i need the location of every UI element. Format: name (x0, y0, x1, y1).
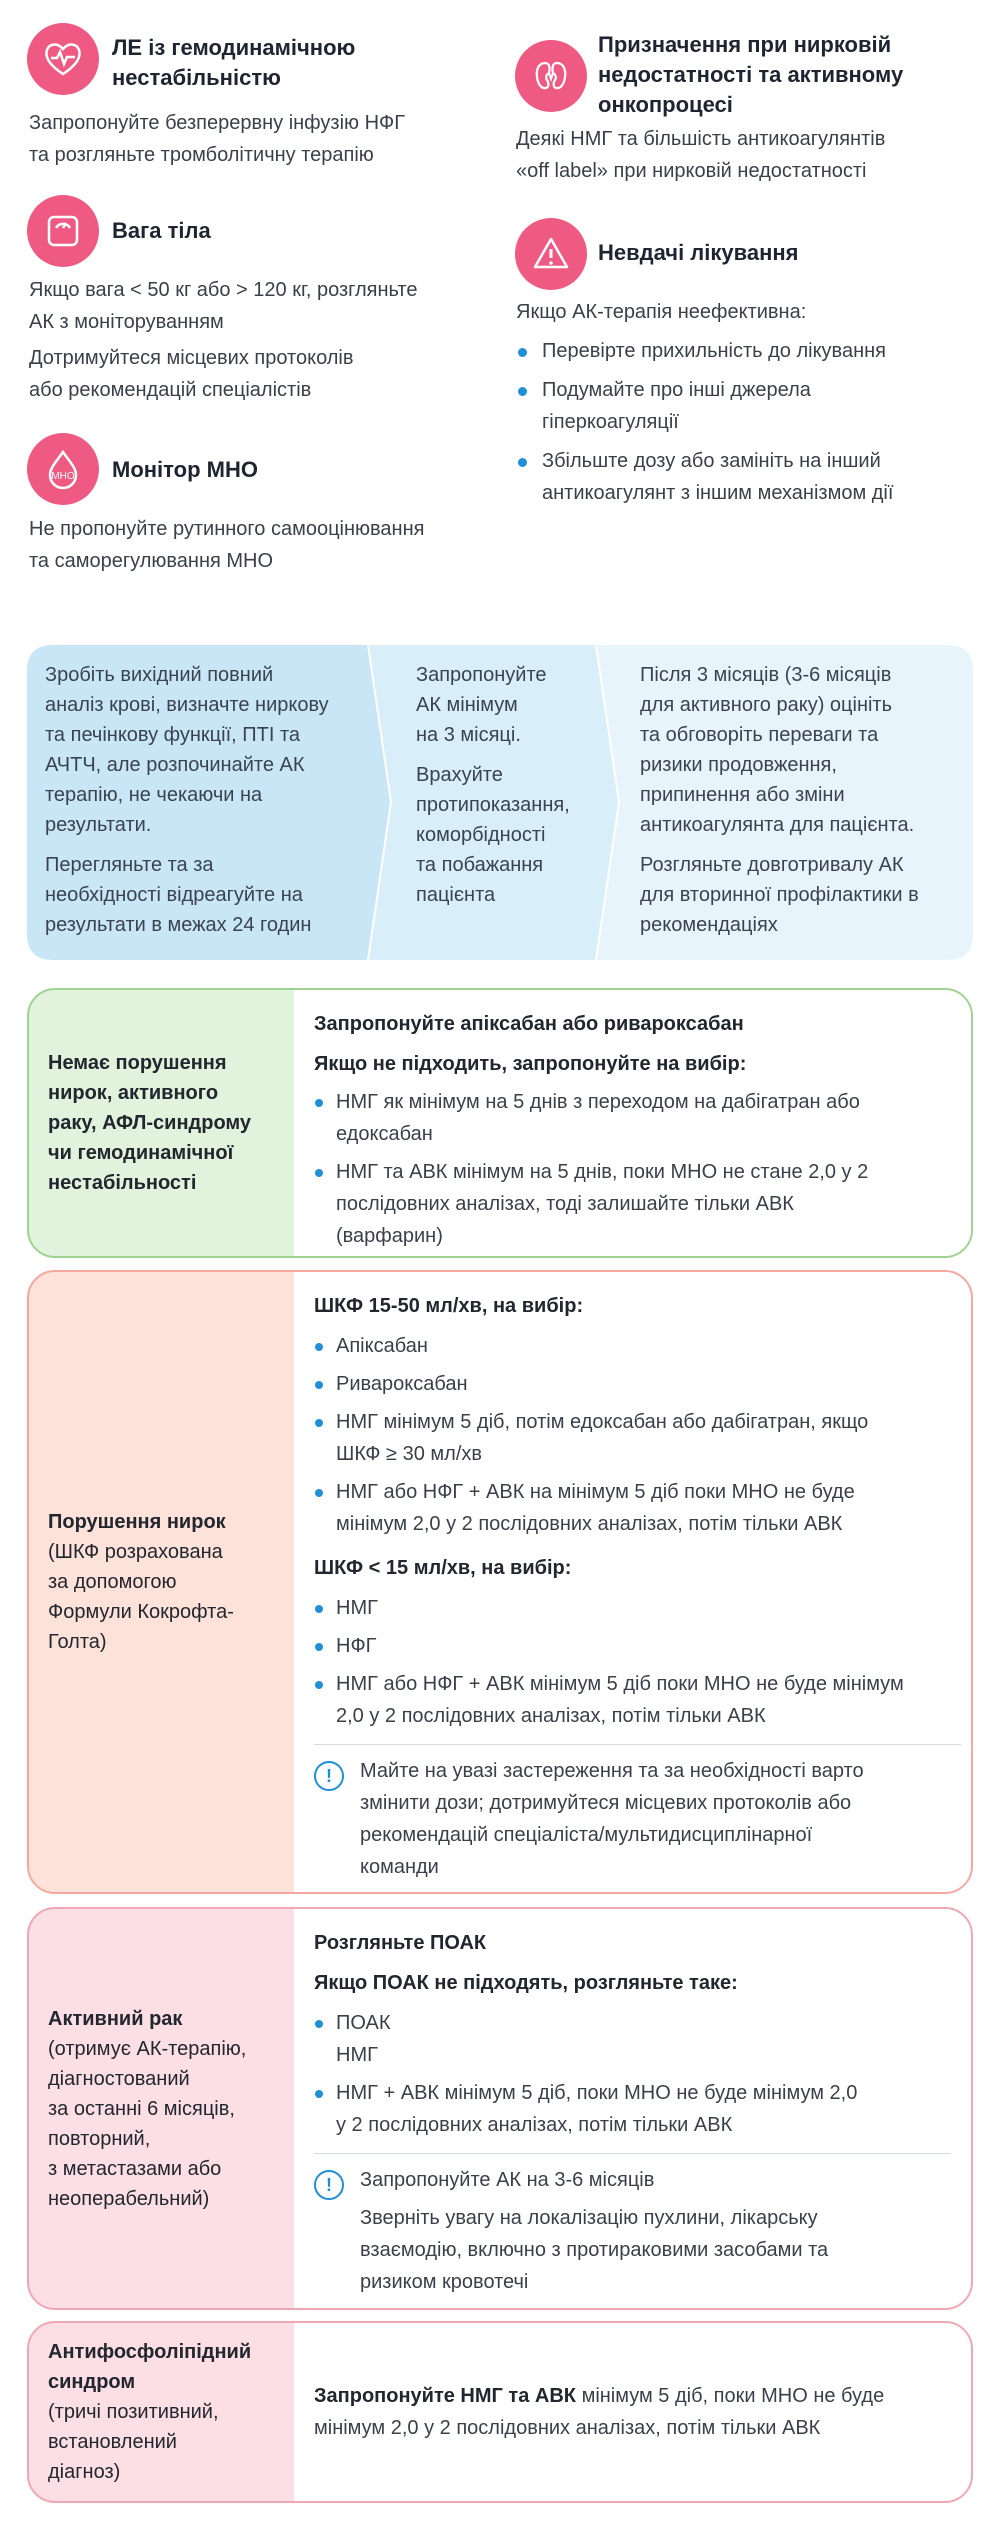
caution-note (314, 1744, 961, 1883)
info-icon: ! (314, 2170, 344, 2200)
list-item-text: НФГ (336, 1635, 377, 1657)
flow-step-3 (640, 660, 970, 940)
label-line: Формули Кокрофта- (48, 1601, 234, 1623)
flow-line: Запропонуйте (416, 664, 547, 686)
flow-line: пацієнта (416, 884, 496, 906)
label-line: діагноз) (48, 2461, 121, 2483)
flow-line: результати в межах 24 годин (45, 914, 312, 936)
section-heading: ШКФ 15-50 мл/хв, на вибір: (314, 1295, 584, 1317)
text: мінімум 5 діб, поки МНО не буде (576, 2385, 885, 2407)
list-item-text: антикоагулянт з іншим механізмом дії (542, 482, 894, 504)
section-label (29, 1272, 294, 1892)
flow-para (45, 660, 375, 840)
card-title: Невдачі лікування (598, 240, 799, 265)
note-line: ризиком кровотечі (360, 2271, 529, 2293)
flow-line: ризики продовження, (640, 754, 837, 776)
card-text: Якщо АК-терапія неефективна: (516, 301, 807, 323)
card-title: недостатності та активному (598, 62, 904, 87)
card-text: Якщо вага < 50 кг або > 120 кг, розгляньте (29, 279, 418, 301)
label-title: синдром (48, 2371, 136, 2393)
section-active-cancer (27, 1907, 973, 2310)
kidney-icon (515, 40, 587, 112)
list-item-text: у 2 послідовних аналізах, потім тільки АВК (336, 2114, 733, 2136)
section-renal-impairment (27, 1270, 973, 1894)
note-line: взаємодію, включно з протираковими засобами та (360, 2239, 829, 2261)
list-item-text: НМГ та АВК мінімум на 5 днів, поки МНО не стане 2,0 у 2 (336, 1161, 869, 1183)
label-title: Активний рак (48, 2007, 183, 2030)
list-item-text: Ривароксабан (336, 1373, 468, 1395)
list-item (314, 2077, 951, 2141)
flow-line: для активного раку) оцініть (640, 694, 893, 716)
list-item (314, 1406, 961, 1470)
label-line: діагностований (48, 2067, 190, 2090)
flow-line: необхідності відреагуйте на (45, 884, 303, 906)
blood-drop-icon (27, 433, 99, 505)
flow-line: терапію, не чекаючи на (45, 784, 263, 806)
list-item-text: Апіксабан (336, 1335, 428, 1357)
label-line: (ШКФ розрахована (48, 1541, 223, 1563)
flow-line: коморбідності (416, 824, 546, 846)
card-text: Не пропонуйте рутинного самооцінювання (29, 518, 425, 540)
list-item-text: 2,0 у 2 послідовних аналізах, потім тільки АВК (336, 1705, 766, 1727)
list-item (516, 374, 986, 438)
flow-line: рекомендаціях (640, 914, 778, 936)
label-line: неоперабельний) (48, 2187, 210, 2210)
text-bold: Запропонуйте НМГ та АВК (314, 2385, 577, 2407)
label-line: за допомогою (48, 1571, 177, 1593)
card-text: Дотримуйтеся місцевих протоколів (29, 347, 354, 369)
flow-line: та обговоріть переваги та (640, 724, 879, 746)
list-item-text: НМГ як мінімум на 5 днів з переходом на дабігатран або (336, 1091, 860, 1113)
note-line: Запропонуйте АК на 3-6 місяців (360, 2169, 655, 2191)
card-text: або рекомендацій спеціалістів (29, 379, 312, 401)
flow-line: Розгляньте довготривалу АК (640, 854, 904, 876)
flow-line: та побажання (416, 854, 544, 876)
note-line: рекомендацій спеціаліста/мультидисциплінарної (360, 1824, 813, 1846)
flow-para (45, 850, 375, 940)
card-text: Деякі НМГ та більшість антикоагулянтів (516, 128, 886, 150)
list-item-text: ПОАК (336, 2012, 391, 2034)
card-title: Призначення при нирковій (598, 32, 892, 57)
section-content (294, 1909, 971, 2308)
list-item (314, 1592, 961, 1624)
section-heading: Запропонуйте апіксабан або ривароксабан (314, 1013, 744, 1035)
flow-line: на 3 місяці. (416, 724, 521, 746)
label-line: раку, АФЛ-синдрому (48, 1112, 252, 1134)
list-item-text: едоксабан (336, 1123, 433, 1145)
list-item (314, 1368, 961, 1400)
section-label (29, 1909, 294, 2308)
list-item-text: НМГ або НФГ + АВК на мінімум 5 діб поки МНО не буде (336, 1481, 855, 1503)
flow-line: Після 3 місяців (3-6 місяців (640, 664, 892, 686)
note-line: команди (360, 1856, 439, 1878)
flow-line: протипоказання, (416, 794, 570, 816)
list-item-text: ШКФ ≥ 30 мл/хв (336, 1443, 482, 1465)
flow-line: для вторинної профілактики в (640, 884, 919, 906)
flow-line: Перегляньте та за (45, 854, 214, 876)
list-item (314, 1086, 951, 1150)
card-title: онкопроцесі (598, 92, 733, 117)
section-heading: Якщо не підходить, запропонуйте на вибір: (314, 1053, 747, 1075)
label-line: нирок, активного (48, 1082, 219, 1104)
flow-line: Зробіть вихідний повний (45, 664, 274, 686)
label-line: (тричі позитивний, (48, 2401, 219, 2423)
info-icon: ! (314, 1761, 344, 1791)
label-line: (отримує АК-терапію, (48, 2037, 247, 2060)
list-item-text: НМГ або НФГ + АВК мінімум 5 діб поки МНО не буде мінімум (336, 1673, 904, 1695)
label-line: встановлений (48, 2431, 177, 2453)
card-text: та саморегулювання МНО (29, 550, 274, 572)
card-title: Вага тіла (112, 218, 211, 243)
list-item-text: НМГ (336, 2044, 378, 2066)
label-line: з метастазами або (48, 2157, 222, 2180)
list-item-text: Збільште дозу або замініть на інший (542, 450, 881, 472)
section-content (294, 1272, 971, 1892)
list-item (314, 2007, 951, 2071)
list-item (516, 445, 986, 509)
section-content (294, 990, 971, 1256)
list-item (314, 1330, 961, 1362)
scale-icon (27, 195, 99, 267)
label-title: Антифосфоліпідний (48, 2341, 252, 2363)
section-antiphospholipid (27, 2321, 973, 2503)
list-item-text: гіперкоагуляції (542, 411, 679, 433)
label-line: за останні 6 місяців, (48, 2097, 235, 2120)
flow-line: аналіз крові, визначте ниркову (45, 694, 329, 716)
list-item (314, 1476, 961, 1540)
flow-line: АЧТЧ, але розпочинайте АК (45, 754, 305, 776)
list-item-text: НМГ (336, 1597, 378, 1619)
list-item-text: (варфарин) (336, 1225, 443, 1247)
flow-step-1 (45, 660, 375, 940)
card-text: «off label» при нирковій недостатності (516, 160, 867, 182)
flow-para (416, 760, 606, 910)
card-title: нестабільністю (112, 65, 281, 90)
list-item-text: послідовних аналізах, тоді залишайте тільки АВК (336, 1193, 794, 1215)
section-heading: Розгляньте ПОАК (314, 1932, 487, 1954)
label-line: повторний, (48, 2127, 151, 2150)
flow-line: припинення або зміни (640, 784, 845, 806)
note-line: Зверніть увагу на локалізацію пухлини, лікарську (360, 2207, 818, 2229)
flow-para (640, 850, 970, 940)
warning-icon (515, 218, 587, 290)
heart-pulse-icon (27, 23, 99, 95)
list-item (516, 335, 986, 367)
flow-line: результати. (45, 814, 152, 836)
card-title: ЛЕ із гемодинамічною (112, 35, 356, 60)
section-label (29, 990, 294, 1256)
flow-step-2 (416, 660, 606, 910)
flow-para (416, 660, 606, 750)
list-item (314, 1668, 961, 1732)
list-item-text: Перевірте прихильність до лікування (542, 340, 887, 362)
section-heading: Якщо ПОАК не підходять, розгляньте таке: (314, 1972, 738, 1994)
flow-para (640, 660, 970, 840)
label-title: Порушення нирок (48, 1511, 226, 1533)
section-text (314, 2380, 951, 2412)
label-line: нестабільності (48, 1172, 197, 1194)
label-line: Голта) (48, 1631, 107, 1653)
section-content (294, 2323, 971, 2501)
section-heading: ШКФ < 15 мл/хв, на вибір: (314, 1557, 572, 1579)
flow-line: та печінкову функції, ПТІ та (45, 724, 301, 746)
flow-line: антикоагулянта для пацієнта. (640, 814, 915, 836)
caution-note (314, 2153, 951, 2298)
label-line: Немає порушення (48, 1052, 227, 1074)
list-item-text: мінімум 2,0 у 2 послідовних аналізах, потім тільки АВК (336, 1513, 843, 1535)
list-item (314, 1630, 961, 1662)
note-line: Майте на увазі застереження та за необхідності варто (360, 1760, 864, 1782)
card-text: Запропонуйте безперервну інфузію НФГ (29, 112, 406, 134)
card-title: Монітор МНО (112, 457, 258, 482)
flow-line: АК мінімум (416, 694, 518, 716)
list-item (314, 1156, 951, 1252)
inr-icon-label: МНО (51, 471, 75, 482)
flow-line: Врахуйте (416, 764, 503, 786)
list-item-text: Подумайте про інші джерела (542, 379, 811, 401)
note-line: змінити дози; дотримуйтеся місцевих протоколів або (360, 1792, 852, 1814)
section-text: мінімум 2,0 у 2 послідовних аналізах, потім тільки АВК (314, 2417, 821, 2439)
section-label (29, 2323, 294, 2501)
card-text: АК з моніторуванням (29, 311, 224, 333)
list-item-text: НМГ + АВК мінімум 5 діб, поки МНО не буде мінімум 2,0 (336, 2082, 858, 2104)
label-line: чи гемодинамічної (48, 1142, 234, 1164)
card-text: та розгляньте тромболітичну терапію (29, 144, 374, 166)
list-item-text: НМГ мінімум 5 діб, потім едоксабан або дабігатран, якщо (336, 1411, 869, 1433)
section-no-complications (27, 988, 973, 1258)
